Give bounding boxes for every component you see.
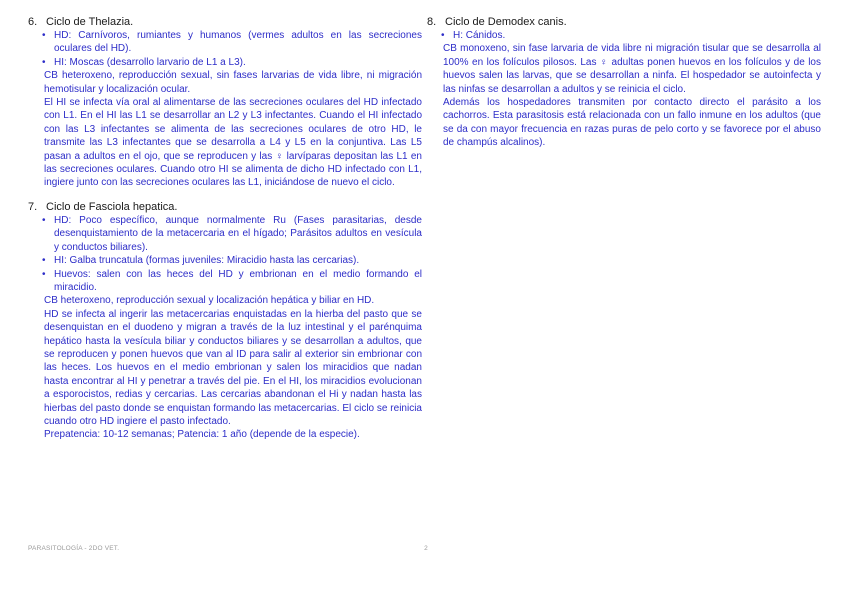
page-footer: [28, 545, 428, 552]
list-item: • HI: Galba truncatula (formas juveniles: Miracidio hasta las cercarias).: [42, 255, 360, 267]
left-column: [28, 15, 422, 452]
bullet-icon: •: [42, 255, 46, 267]
section-heading: [28, 15, 422, 29]
page-number: 2: [424, 545, 428, 552]
bullet-list: [427, 29, 821, 42]
paragraph: CB heteroxeno, reproducción sexual, sin fases larvarias de vida libre, ni migración hemotisular y localización ocular.: [44, 70, 422, 95]
section-fasciola: [28, 200, 422, 442]
bullet-icon: •: [441, 30, 445, 41]
bullet-icon: •: [42, 214, 46, 226]
list-item: • HI: Moscas (desarrollo larvario de L1 a L3).: [42, 56, 246, 68]
section-title: Ciclo de Demodex canis.: [445, 16, 567, 28]
section-demodex: [427, 15, 821, 150]
section-number: 6.: [28, 16, 38, 28]
paragraph: El HI se infecta vía oral al alimentarse de las secreciones oculares del HD infectado con L1. En el HI las L1 se desarrollar an L2 y L3 infectantes. Cuando el HI infectado con las L3 infectantes se alimenta de las secreciones oculares de otro HD, le transmite las L3 infectantes que se desarrolla a L4 y L5 en la conjuntiva. Las L5 pasan a adultos en el ojo, que se reproducen y las ♀ larvíparas depositan las L1 en las secreciones oculares. Cuando otro HI se alimenta de dicho HD infectado con L1, ingiere junto con las secreciones oculares las L1, iniciándose de nuevo el ciclo.: [44, 97, 422, 189]
section-number: 8.: [427, 16, 437, 28]
paragraph: CB heteroxeno, reproducción sexual y localización hepática y biliar en HD.: [44, 295, 375, 307]
bullet-icon: •: [42, 268, 46, 280]
list-item: • HD: Carnívoros, rumiantes y humanos (vermes adultos en las secreciones oculares del HD).: [42, 30, 422, 55]
list-item: • Huevos: salen con las heces del HD y embrionan en el medio formando el miracidio.: [42, 268, 422, 293]
paragraph: HD se infecta al ingerir las metacercarias enquistadas en la hierba del pasto que se desenquistan en el duodeno y migran a través de la luz intestinal y el parénquima hepático hasta la vesícula biliar y conductos biliares y se desarrollan a adultos, que se reproducen y ponen huevos que van al ID para salir al exterior sin embrionar con las heces. Los huevos en el medio embrionan y salen los miracidios que nadan hasta encontrar al HI y penetrar a través del pie. En el HI, los miracidios evolucionan a esporocistos, redias y cercarias. Las cercarias abandonan el Hi y nadan hasta las hierbas del pasto donde se enquistan formando las metacercarias. El ciclo se reinicia cuando otro HD ingiere el pasto infectado.: [44, 308, 422, 427]
section-title: Ciclo de Fasciola hepatica.: [46, 200, 178, 213]
paragraph: Además los hospedadores transmiten por contacto directo el parásito a los cachorros. Esta parasitosis está relacionada con un fallo inmune en los adultos (que se da con mayor frecuencia en razas puras de pelo corto y se favorece por el abuso de champús alcalinos).: [443, 97, 821, 149]
list-item: • H: Cánidos.: [441, 30, 506, 41]
section-heading: [427, 15, 821, 29]
paragraph: CB monoxeno, sin fase larvaria de vida libre ni migración tisular que se desarrolla al 100% en los folículos pilosos. Las ♀ adultas ponen huevos en los folículos y de los huevos salen las larvas, que se desarrollan a ninfa. El hospedador se autoinfecta y las ninfas se desarrollan a adultos y se reinicia el ciclo.: [443, 43, 821, 95]
list-item: • HD: Poco específico, aunque normalmente Ru (Fases parasitarias, desde desenquistamiento de la metacercaria en el hígado; Parásitos adultos en vesícula y conductos biliares).: [42, 214, 422, 253]
bullet-icon: •: [42, 30, 46, 41]
bullet-icon: •: [42, 56, 46, 68]
section-title: Ciclo de Thelazia.: [46, 16, 134, 28]
bullet-list: [28, 214, 422, 294]
section-heading: [28, 200, 422, 214]
footer-label: PARASITOLOGÍA - 2DO VET.: [28, 545, 120, 552]
section-number: 7.: [28, 200, 38, 213]
bullet-list: [28, 29, 422, 69]
section-thelazia: [28, 15, 422, 190]
paragraph: Prepatencia: 10-12 semanas; Patencia: 1 año (depende de la especie).: [44, 429, 360, 441]
right-column: [427, 15, 821, 160]
